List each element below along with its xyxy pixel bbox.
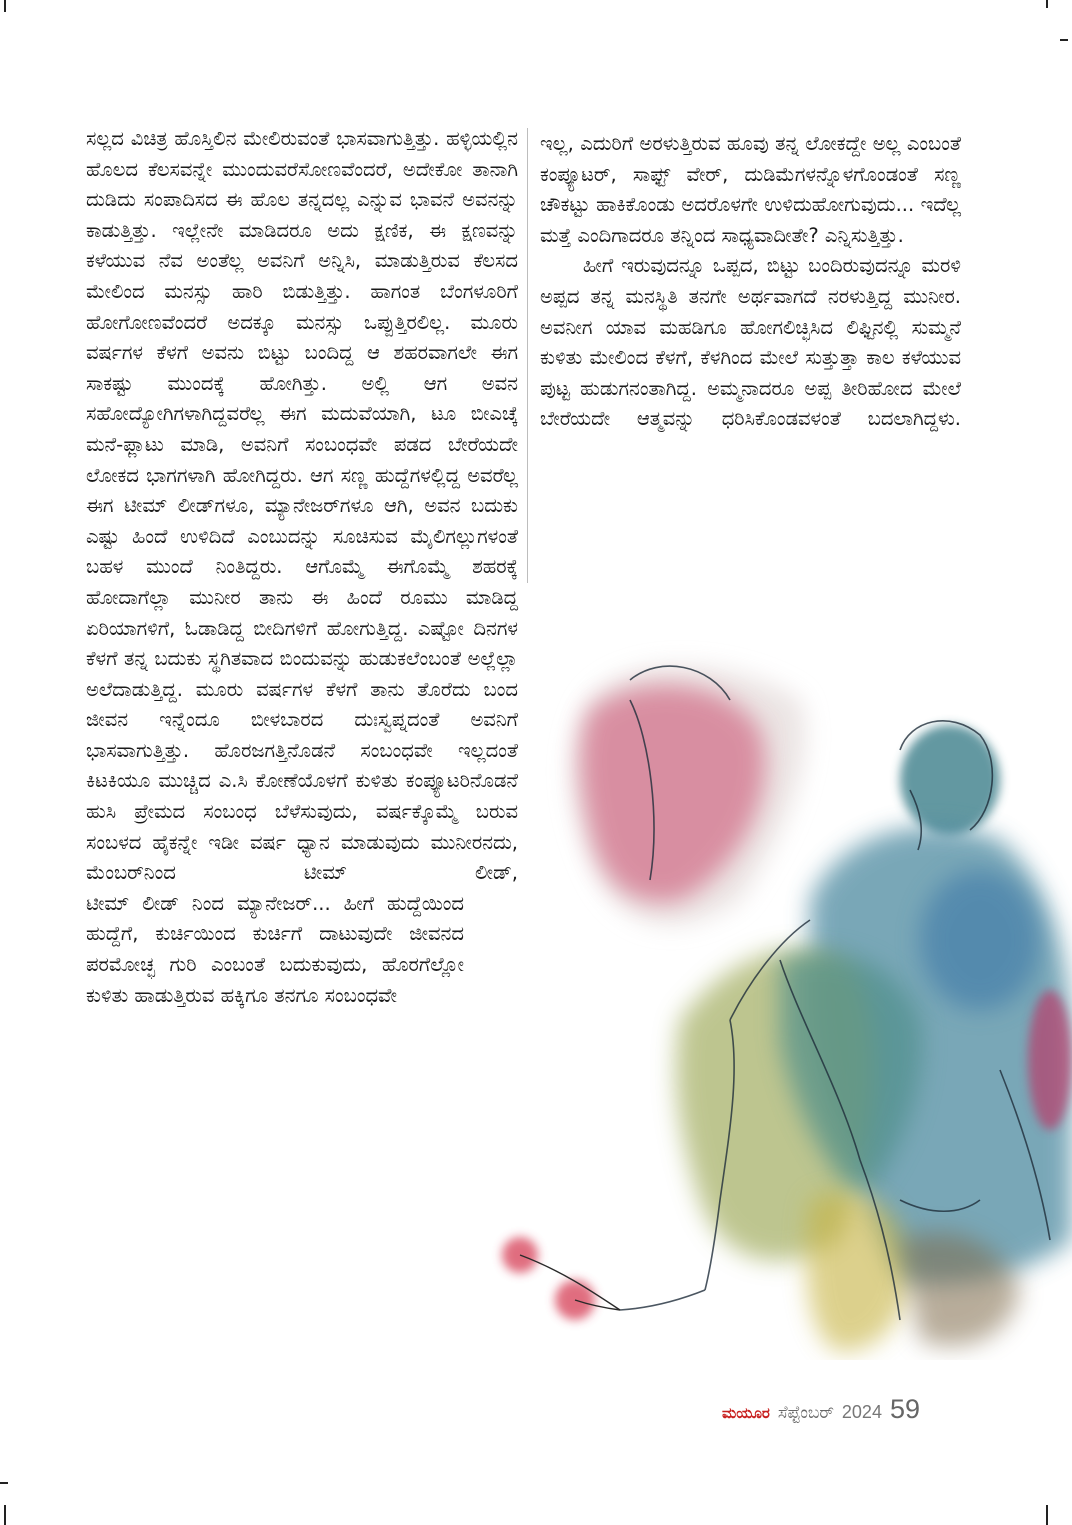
body-paragraph: ಸಲ್ಲದ ವಿಚಿತ್ರ ಹೊಸ್ತಿಲಿನ ಮೇಲಿರುವಂತೆ ಭಾಸವಾಗುತ್ತಿತ್ತು. ಹಳ್ಳಿಯಲ್ಲಿನ ಹೊಲದ ಕೆಲಸವನ್ನೇ ಮುಂದುವರೆಸೋಣವೆಂದರೆ, ಅದೇಕೋ ತಾನಾಗಿ ದುಡಿದು ಸಂಪಾದಿಸದ ಈ ಹೊಲ ತನ್ನದಲ್ಲ ಎನ್ನುವ ಭಾವನೆ ಅವನನ್ನು ಕಾಡುತ್ತಿತ್ತು. ಇಲ್ಲೇನೇ ಮಾಡಿದರೂ ಅದು ಕ್ಷಣಿಕ, ಈ ಕ್ಷಣವನ್ನು ಕಳೆಯುವ ನೆವ ಅಂತೆಲ್ಲ ಅವನಿಗೆ ಅನ್ನಿಸಿ, ಮಾಡುತ್ತಿರುವ ಕೆಲಸದ ಮೇಲಿಂದ ಮನಸ್ಸು ಹಾರಿ ಬಿಡುತ್ತಿತ್ತು. ಹಾಗಂತ ಬೆಂಗಳೂರಿಗೆ ಹೋಗೋಣವೆಂದರೆ ಅದಕ್ಕೂ ಮನಸ್ಸು ಒಪ್ಪುತ್ತಿರಲಿಲ್ಲ. ಮೂರು ವರ್ಷಗಳ ಕೆಳಗೆ ಅವನು ಬಿಟ್ಟು ಬಂದಿದ್ದ ಆ ಶಹರವಾಗಲೇ ಈಗ ಸಾಕಷ್ಟು ಮುಂದಕ್ಕೆ ಹೋಗಿತ್ತು. ಅಲ್ಲಿ ಆಗ ಅವನ ಸಹೋದ್ಯೋಗಿಗಳಾಗಿದ್ದವರೆಲ್ಲ ಈಗ ಮದುವೆಯಾಗಿ, ಟೂ ಬೀಎಚ್ಕೆ ಮನೆ-ಫ್ಲಾಟು ಮಾಡಿ, ಅವನಿಗೆ ಸಂಬಂಧವೇ ಪಡದ ಬೇರೆಯದೇ ಲೋಕದ ಭಾಗಗಳಾಗಿ ಹೋಗಿದ್ದರು. ಆಗ ಸಣ್ಣ ಹುದ್ದೆಗಳಲ್ಲಿದ್ದ ಅವರೆಲ್ಲ ಈಗ ಟೀಮ್ ಲೀಡ್‌ಗಳೂ, ಮ್ಯಾನೇಜರ್‌ಗಳೂ ಆಗಿ, ಅವನ ಬದುಕು ಎಷ್ಟು ಹಿಂದೆ ಉಳಿದಿದೆ ಎಂಬುದನ್ನು ಸೂಚಿಸುವ ಮೈಲಿಗಲ್ಲುಗಳಂತೆ ಬಹಳ ಮುಂದೆ ನಿಂತಿದ್ದರು. ಆಗೊಮ್ಮೆ ಈಗೊಮ್ಮೆ ಶಹರಕ್ಕೆ ಹೋದಾಗೆಲ್ಲಾ ಮುನೀರ ತಾನು ಈ ಹಿಂದೆ ರೂಮು ಮಾಡಿದ್ದ ಏರಿಯಾಗಳಿಗೆ, ಓಡಾಡಿದ್ದ ಬೀದಿಗಳಿಗೆ ಹೋಗುತ್ತಿದ್ದ. ಎಷ್ಟೋ ದಿನಗಳ ಕೆಳಗೆ ತನ್ನ ಬದುಕು ಸ್ಥಗಿತವಾದ ಬಿಂದುವನ್ನು ಹುಡುಕಲೆಂಬಂತೆ ಅಲ್ಲೆಲ್ಲಾ ಅಲೆದಾಡುತ್ತಿದ್ದ. ಮೂರು ವರ್ಷಗಳ ಕೆಳಗೆ ತಾನು ತೊರೆದು ಬಂದ ಜೀವನ ಇನ್ನೆಂದೂ ಬೀಳಬಾರದ ದುಃಸ್ವಪ್ನದಂತೆ ಅವನಿಗೆ ಭಾಸವಾಗುತ್ತಿತ್ತು. ಹೊರಜಗತ್ತಿನೊಡನೆ ಸಂಬಂಧವೇ ಇಲ್ಲದಂತೆ ಕಿಟಕಿಯೂ ಮುಚ್ಚಿದ ಎ.ಸಿ ಕೋಣೆಯೊಳಗೆ ಕುಳಿತು ಕಂಪ್ಯೂಟರಿನೊಡನೆ ಹುಸಿ ಪ್ರೇಮದ ಸಂಬಂಧ ಬೆಳೆಸುವುದು, ವರ್ಷಕ್ಕೊಮ್ಮೆ ಬರುವ ಸಂಬಳದ ಹೈಕನ್ನೇ ಇಡೀ ವರ್ಷ ಧ್ಯಾನ ಮಾಡುವುದು ಮುನೀರನದು, ಮೆಂಬರ್‌ನಿಂದ ಟೀಮ್ ಲೀಡ್, [86,127,518,885]
figure-arm-red [1028,990,1072,1130]
magazine-logo: ಮಯೂರ [722,1404,770,1422]
column-divider [527,128,528,583]
issue-month: ಸೆಪ್ಟೆಂಬರ್ [777,1403,834,1423]
crop-mark-bottom-left-v [4,1505,6,1525]
crop-mark-bottom-right [1046,1505,1048,1525]
watercolor-illustration [480,640,1072,1360]
issue-year: 2024 [841,1402,882,1422]
article-column-right [540,129,961,435]
crop-mark-top-right-dash [1060,39,1068,41]
body-paragraph: ಟೀಮ್ ಲೀಡ್ ನಿಂದ ಮ್ಯಾನೇಜರ್... ಹೀಗೆ ಹುದ್ದೆಯಿಂದ ಹುದ್ದೆಗೆ, ಕುರ್ಚಿಯಿಂದ ಕುರ್ಚಿಗೆ ದಾಟುವುದೇ ಜೀವನದ ಪರಮೋಚ್ಛ ಗುರಿ ಎಂಬಂತೆ ಬದುಕುವುದು, ಹೊರಗೆಲ್ಲೋ ಕುಳಿತು ಹಾಡುತ್ತಿರುವ ಹಕ್ಕಿಗೂ ತನಗೂ ಸಂಬಂಧವೇ [86,891,464,1007]
page-number: 59 [889,1394,920,1424]
body-paragraph: ಇಲ್ಲ, ಎದುರಿಗೆ ಅರಳುತ್ತಿರುವ ಹೂವು ತನ್ನ ಲೋಕದ್ದೇ ಅಲ್ಲ ಎಂಬಂತೆ ಕಂಪ್ಯೂಟರ್, ಸಾಫ್ಟ್ ವೇರ್, ದುಡಿಮೆಗಳನ್ನೊಳಗೊಂಡಂತೆ ಸಣ್ಣ ಚೌಕಟ್ಟು ಹಾಕಿಕೊಂಡು ಅದರೊಳಗೇ ಉಳಿದುಹೋಗುವುದು... ಇದೆಲ್ಲ ಮತ್ತೆ ಎಂದಿಗಾದರೂ ತನ್ನಿಂದ ಸಾಧ್ಯವಾದೀತೇ? ಎನ್ನಿಸುತ್ತಿತ್ತು. [540,132,961,247]
crop-mark-top-left [4,0,6,12]
crop-mark-bottom-left [0,1482,8,1484]
figure-shoulder-blue [920,870,1040,1010]
body-paragraph: ಹೀಗೆ ಇರುವುದನ್ನೂ ಒಪ್ಪದ, ಬಿಟ್ಟು ಬಂದಿರುವುದನ್ನೂ ಮರಳಿ ಅಪ್ಪದ ತನ್ನ ಮನಸ್ಥಿತಿ ತನಗೇ ಅರ್ಥವಾಗದೆ ನರಳುತ್ತಿದ್ದ ಮುನೀರ. ಅವನೀಗ ಯಾವ ಮಹಡಿಗೂ ಹೋಗಲಿಚ್ಛಿಸಿದ ಲಿಫ್ಟಿನಲ್ಲಿ ಸುಮ್ಮನೆ ಕುಳಿತು ಮೇಲಿಂದ ಕೆಳಗೆ, ಕೆಳಗಿಂದ ಮೇಲೆ ಸುತ್ತುತ್ತಾ ಕಾಲ ಕಳೆಯುವ ಪುಟ್ಟ ಹುಡುಗನಂತಾಗಿದ್ದ. ಅಮ್ಮನಾದರೂ ಅಪ್ಪ ತೀರಿಹೋದ ಮೇಲೆ ಬೇರೆಯದೇ ಆತ್ಮವನ್ನು ಧರಿಸಿಕೊಂಡವಳಂತೆ ಬದಲಾಗಿದ್ದಳು. [540,254,961,431]
page-footer [722,1394,920,1425]
crop-mark-top-right [1046,0,1048,8]
article-column-left [86,124,518,1011]
